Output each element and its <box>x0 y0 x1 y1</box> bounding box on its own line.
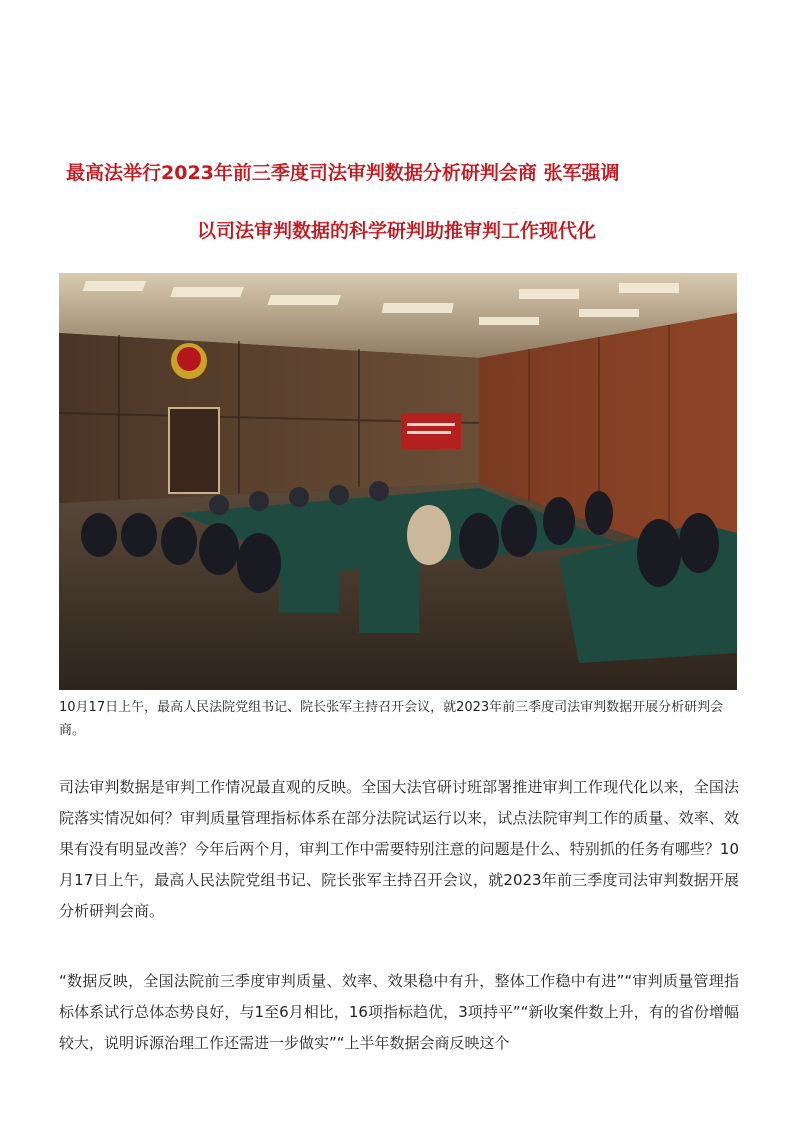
body-paragraph: “数据反映，全国法院前三季度审判质量、效率、效果稳中有升，整体工作稳中有进”“审判质量管理指标体系试行总体态势良好，与1至6月相比，16项指标趋优，3项持平”“新收案件数上升，有的省份增幅较大，说明诉源治理工作还需进一步做实”“上半年数据会商反映这个 <box>59 972 739 1052</box>
headline: 最高法举行2023年前三季度司法审判数据分析研判会商 张军强调 <box>66 162 620 184</box>
subheadline: 以司法审判数据的科学研判助推审判工作现代化 <box>196 220 596 242</box>
body-paragraph: 司法审判数据是审判工作情况最直观的反映。全国大法官研讨班部署推进审判工作现代化以来，全国法院落实情况如何？审判质量管理指标体系在部分法院试运行以来，试点法院审判工作的质量、效率、效果有没有明显改善？今年后两个月，审判工作中需要特别注意的问题是什么、特别抓的任务有哪些？10月17日上午，最高人民法院党组书记、院长张军主持召开会议，就2023年前三季度司法审判数据开展分析研判会商。 <box>59 778 739 920</box>
meeting-photo <box>59 273 737 690</box>
photo-caption: 10月17日上午，最高人民法院党组书记、院长张军主持召开会议，就2023年前三季度司法审判数据开展分析研判会商。 <box>59 700 724 738</box>
